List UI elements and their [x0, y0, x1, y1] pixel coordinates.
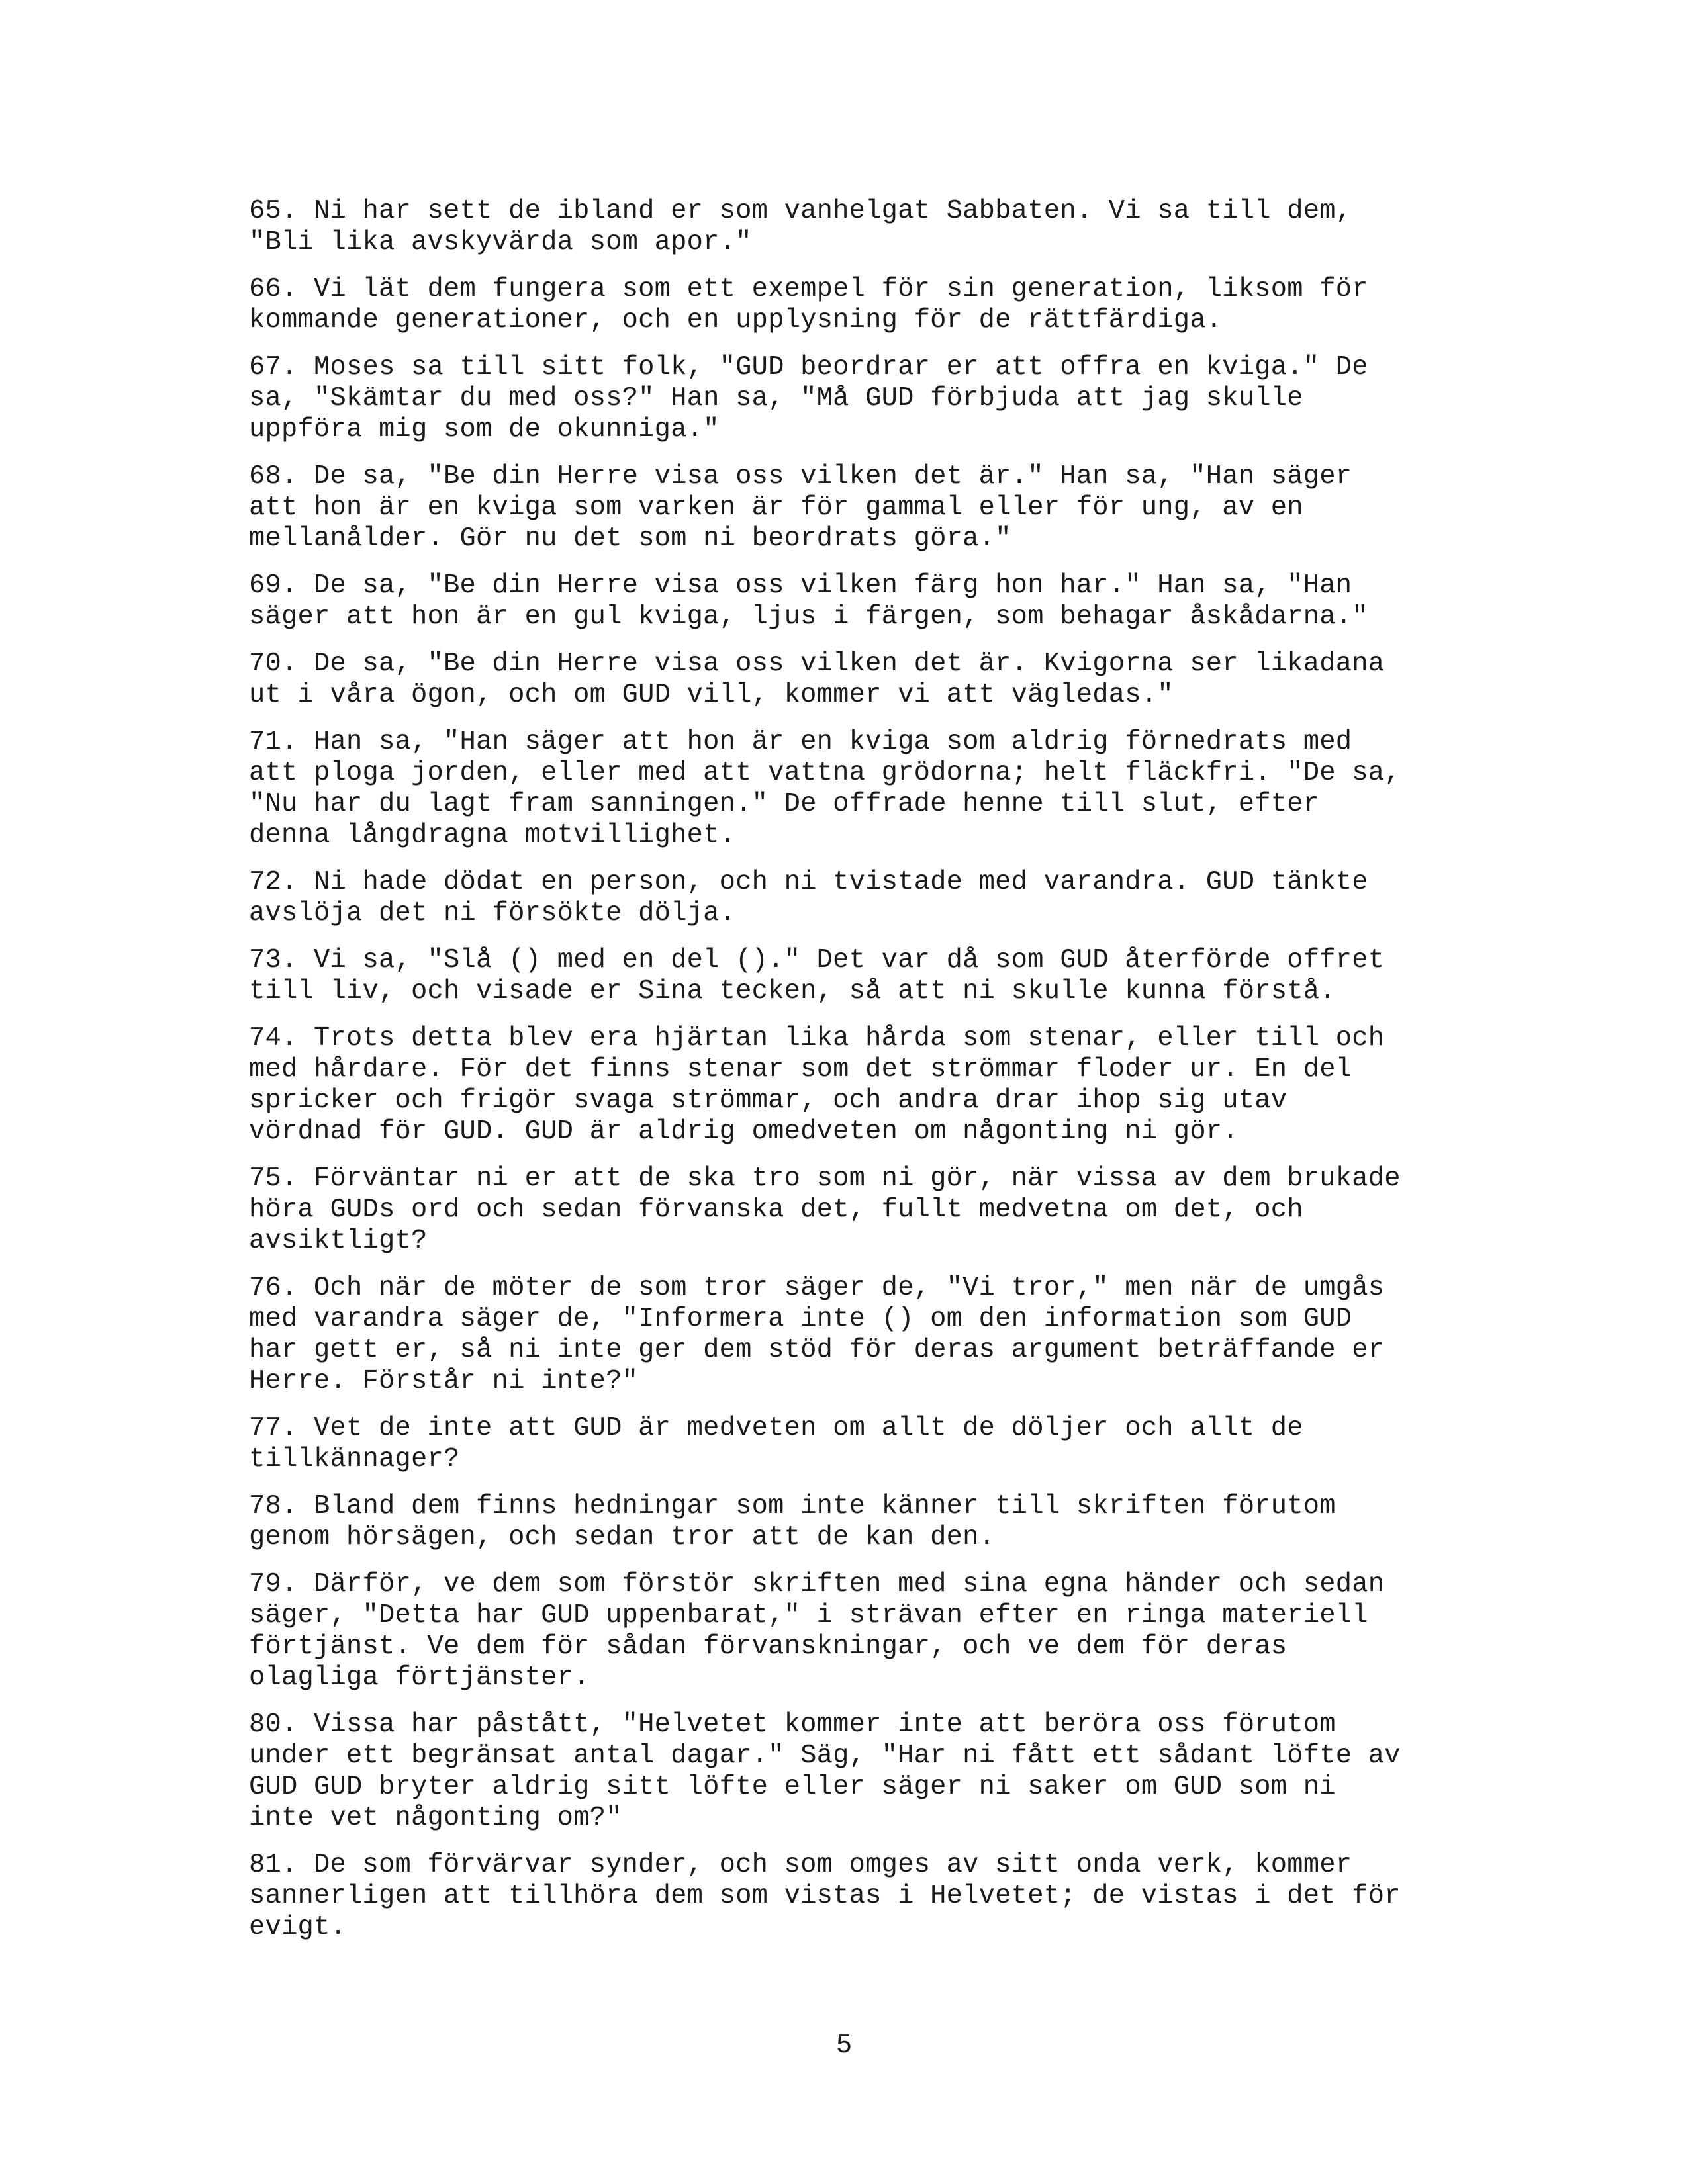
verse-66: 66. Vi lät dem fungera som ett exempel för sin generation, liksom för kommande generationer, och en upplysning för de rättfärdiga.	[249, 274, 1368, 336]
verse-70: 70. De sa, "Be din Herre visa oss vilken det är. Kvigorna ser likadana ut i våra ögon, och om GUD vill, kommer vi att vägledas."	[249, 649, 1385, 710]
verse-81: 81. De som förvärvar synder, och som omges av sitt onda verk, kommer sannerligen att tillhöra dem som vistas i Helvetet; de vistas i det för evigt.	[249, 1850, 1401, 1942]
verse-77: 77. Vet de inte att GUD är medveten om allt de döljer och allt de tillkännager?	[249, 1413, 1303, 1475]
verse-73: 73. Vi sa, "Slå () med en del ()." Det var då som GUD återförde offret till liv, och visade er Sina tecken, så att ni skulle kunna förstå.	[249, 945, 1385, 1007]
verse-list	[249, 196, 1460, 1959]
verse-80: 80. Vissa har påstått, "Helvetet kommer inte att beröra oss förutom under ett begränsat antal dagar." Säg, "Har ni fått ett sådant löfte av GUD GUD bryter aldrig sitt löfte eller säger ni saker om GUD som ni inte vet någonting om?"	[249, 1709, 1401, 1833]
verse-76: 76. Och när de möter de som tror säger de, "Vi tror," men när de umgås med varandra säger de, "Informera inte () om den information som GUD har gett er, så ni inte ger dem stöd för deras argument beträffande er Herre. Förstår ni inte?"	[249, 1273, 1385, 1396]
verse-69: 69. De sa, "Be din Herre visa oss vilken färg hon har." Han sa, "Han säger att hon är en gul kviga, ljus i färgen, som behagar åskådarna."	[249, 570, 1368, 632]
verse-65: 65. Ni har sett de ibland er som vanhelgat Sabbaten. Vi sa till dem, "Bli lika avskyvärda som apor."	[249, 196, 1352, 257]
verse-72: 72. Ni hade dödat en person, och ni tvistade med varandra. GUD tänkte avslöja det ni försökte dölja.	[249, 867, 1368, 929]
verse-67: 67. Moses sa till sitt folk, "GUD beordrar er att offra en kviga." De sa, "Skämtar du med oss?" Han sa, "Må GUD förbjuda att jag skulle uppföra mig som de okunniga."	[249, 352, 1368, 445]
page-number: 5	[835, 2030, 853, 2061]
verse-71: 71. Han sa, "Han säger att hon är en kviga som aldrig förnedrats med att ploga jorden, eller med att vattna grödorna; helt fläckfri. "De sa, "Nu har du lagt fram sanningen." De offrade henne till slut, efter denna långdragna motvillighet.	[249, 727, 1401, 850]
verse-74: 74. Trots detta blev era hjärtan lika hårda som stenar, eller till och med hårdare. För det finns stenar som det strömmar floder ur. En del spricker och frigör svaga strömmar, och andra drar ihop sig utav vördnad för GUD. GUD är aldrig omedveten om någonting ni gör.	[249, 1023, 1385, 1147]
verse-78: 78. Bland dem finns hedningar som inte känner till skriften förutom genom hörsägen, och sedan tror att de kan den.	[249, 1491, 1336, 1553]
verse-75: 75. Förväntar ni er att de ska tro som ni gör, när vissa av dem brukade höra GUDs ord och sedan förvanska det, fullt medvetna om det, och avsiktligt?	[249, 1163, 1401, 1256]
verse-68: 68. De sa, "Be din Herre visa oss vilken det är." Han sa, "Han säger att hon är en kviga som varken är för gammal eller för ung, av en mellanålder. Gör nu det som ni beordrats göra."	[249, 461, 1352, 554]
verse-79: 79. Därför, ve dem som förstör skriften med sina egna händer och sedan säger, "Detta har GUD uppenbarat," i strävan efter en ringa materiell förtjänst. Ve dem för sådan förvanskningar, och ve dem för deras olagliga förtjänster.	[249, 1569, 1385, 1693]
